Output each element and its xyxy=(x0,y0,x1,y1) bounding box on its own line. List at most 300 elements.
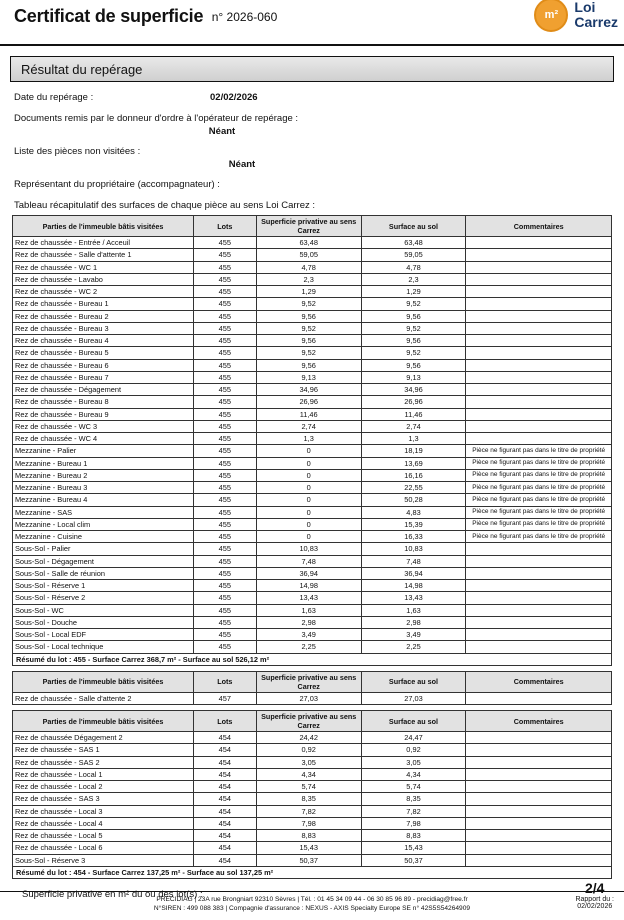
cell-carrez: 26,96 xyxy=(256,396,361,408)
cell-lot: 455 xyxy=(193,506,256,518)
cell-room: Mezzanine - SAS xyxy=(13,506,194,518)
section-title: Résultat du repérage xyxy=(21,61,143,77)
cell-room: Mezzanine - Bureau 4 xyxy=(13,494,194,506)
footer-line-2: N°SIREN : 499 088 383 | Compagnie d'assurance : NEXUS - AXIS Specialty Europe SE n° 42S5S54264909 xyxy=(153,905,471,913)
cell-carrez: 4,34 xyxy=(256,768,361,780)
cell-comment xyxy=(466,768,612,780)
cell-room: Mezzanine - Local clim xyxy=(13,518,194,530)
cell-room: Sous-Sol - Salle de réunion xyxy=(13,567,194,579)
cell-carrez: 9,56 xyxy=(256,310,361,322)
cell-room: Rez de chaussée - Bureau 6 xyxy=(13,359,194,371)
cell-carrez: 0 xyxy=(256,494,361,506)
cell-comment: Pièce ne figurant pas dans le titre de propriété xyxy=(466,469,612,481)
cell-lot: 455 xyxy=(193,469,256,481)
cell-lot: 455 xyxy=(193,273,256,285)
cell-carrez: 0,92 xyxy=(256,744,361,756)
th-lots: Lots xyxy=(193,216,256,237)
cell-sol: 9,52 xyxy=(361,322,466,334)
cell-lot: 455 xyxy=(193,237,256,249)
cell-comment xyxy=(466,433,612,445)
cell-sol: 2,74 xyxy=(361,420,466,432)
cell-carrez: 7,82 xyxy=(256,805,361,817)
th-carrez: Superficie privative au sens Carrez xyxy=(256,671,361,692)
th-sol: Surface au sol xyxy=(361,671,466,692)
cell-lot: 454 xyxy=(193,744,256,756)
table-summary-text: Résumé du lot : 454 - Surface Carrez 137,25 m² - Surface au sol 137,25 m² xyxy=(13,866,612,878)
table-row xyxy=(13,629,612,641)
cell-sol: 3,05 xyxy=(361,756,466,768)
cell-comment xyxy=(466,580,612,592)
cell-comment xyxy=(466,781,612,793)
table-row xyxy=(13,518,612,530)
cell-comment xyxy=(466,793,612,805)
cell-comment xyxy=(466,604,612,616)
table-row xyxy=(13,567,612,579)
cell-sol: 22,55 xyxy=(361,482,466,494)
cell-comment xyxy=(466,261,612,273)
cell-lot: 455 xyxy=(193,555,256,567)
cell-sol: 11,46 xyxy=(361,408,466,420)
cell-room: Rez de chaussée - Bureau 1 xyxy=(13,298,194,310)
cell-carrez: 1,3 xyxy=(256,433,361,445)
th-carrez: Superficie privative au sens Carrez xyxy=(256,216,361,237)
cell-lot: 455 xyxy=(193,592,256,604)
cell-comment xyxy=(466,567,612,579)
cell-carrez: 14,98 xyxy=(256,580,361,592)
non-visited-value: Néant xyxy=(228,159,256,170)
cell-carrez: 9,13 xyxy=(256,371,361,383)
cell-comment xyxy=(466,854,612,866)
table-intro: Tableau récapitulatif des surfaces de chaque pièce au sens Loi Carrez : xyxy=(14,200,316,211)
cell-comment: Pièce ne figurant pas dans le titre de propriété xyxy=(466,445,612,457)
cell-sol: 10,83 xyxy=(361,543,466,555)
cell-carrez: 13,43 xyxy=(256,592,361,604)
cell-room: Rez de chaussée - Bureau 9 xyxy=(13,408,194,420)
cell-carrez: 5,74 xyxy=(256,781,361,793)
cell-lot: 455 xyxy=(193,371,256,383)
cell-room: Rez de chaussée - Bureau 5 xyxy=(13,347,194,359)
cell-comment xyxy=(466,732,612,744)
surface-table-lot-455 xyxy=(12,215,612,666)
info-row-representative xyxy=(14,179,610,191)
cell-comment: Pièce ne figurant pas dans le titre de propriété xyxy=(466,457,612,469)
table-row xyxy=(13,592,612,604)
cell-sol: 59,05 xyxy=(361,249,466,261)
cell-room: Rez de chaussée - Local 1 xyxy=(13,768,194,780)
cell-sol: 1,29 xyxy=(361,286,466,298)
cell-lot: 455 xyxy=(193,298,256,310)
table-row xyxy=(13,555,612,567)
cell-lot: 454 xyxy=(193,756,256,768)
cell-carrez: 0 xyxy=(256,506,361,518)
table-row xyxy=(13,335,612,347)
date-label: Date du repérage : xyxy=(14,92,94,103)
cell-sol: 16,33 xyxy=(361,531,466,543)
cell-carrez: 50,37 xyxy=(256,854,361,866)
table-row xyxy=(13,842,612,854)
m2-icon xyxy=(534,0,568,32)
cell-room: Sous-Sol - Réserve 3 xyxy=(13,854,194,866)
page-number: 2/4 xyxy=(585,880,605,896)
cell-sol: 9,52 xyxy=(361,347,466,359)
cell-room: Sous-Sol - Douche xyxy=(13,616,194,628)
cell-lot: 455 xyxy=(193,604,256,616)
representative-label: Représentant du propriétaire (accompagnateur) : xyxy=(14,179,220,190)
cell-sol: 7,82 xyxy=(361,805,466,817)
cell-lot: 455 xyxy=(193,408,256,420)
table-row xyxy=(13,359,612,371)
cell-lot: 457 xyxy=(193,692,256,704)
cell-lot: 455 xyxy=(193,384,256,396)
cell-room: Rez de chaussée - Bureau 2 xyxy=(13,310,194,322)
table-row xyxy=(13,322,612,334)
cell-lot: 455 xyxy=(193,396,256,408)
cell-lot: 455 xyxy=(193,629,256,641)
th-lots: Lots xyxy=(193,671,256,692)
cell-room: Rez de chaussée - Bureau 4 xyxy=(13,335,194,347)
table-row xyxy=(13,408,612,420)
cell-lot: 455 xyxy=(193,445,256,457)
cell-sol: 15,39 xyxy=(361,518,466,530)
cell-sol: 1,63 xyxy=(361,604,466,616)
cell-lot: 455 xyxy=(193,322,256,334)
table-row xyxy=(13,768,612,780)
cell-comment xyxy=(466,805,612,817)
cell-sol: 15,43 xyxy=(361,842,466,854)
logo-line-2: Carrez xyxy=(574,14,618,30)
cell-sol: 1,3 xyxy=(361,433,466,445)
table-row xyxy=(13,531,612,543)
cell-comment xyxy=(466,237,612,249)
info-row-date xyxy=(14,92,610,104)
cell-carrez: 8,83 xyxy=(256,830,361,842)
cell-room: Sous-Sol - Réserve 2 xyxy=(13,592,194,604)
table-row xyxy=(13,273,612,285)
cell-lot: 454 xyxy=(193,854,256,866)
cell-lot: 454 xyxy=(193,817,256,829)
cell-comment xyxy=(466,396,612,408)
cell-sol: 63,48 xyxy=(361,237,466,249)
cell-comment xyxy=(466,249,612,261)
cell-carrez: 0 xyxy=(256,531,361,543)
table-summary-row xyxy=(13,653,612,665)
cell-comment: Pièce ne figurant pas dans le titre de propriété xyxy=(466,482,612,494)
cell-sol: 3,49 xyxy=(361,629,466,641)
cell-room: Rez de chaussée - Salle d'attente 2 xyxy=(13,692,194,704)
cell-lot: 455 xyxy=(193,249,256,261)
cell-lot: 455 xyxy=(193,482,256,494)
logo-text xyxy=(574,0,618,29)
cell-lot: 454 xyxy=(193,793,256,805)
cell-room: Rez de chaussée - Local 5 xyxy=(13,830,194,842)
th-carrez: Superficie privative au sens Carrez xyxy=(256,711,361,732)
th-lots: Lots xyxy=(193,711,256,732)
cell-lot: 455 xyxy=(193,616,256,628)
cell-room: Sous-Sol - Réserve 1 xyxy=(13,580,194,592)
table-row xyxy=(13,469,612,481)
cell-carrez: 8,35 xyxy=(256,793,361,805)
logo-line-1: Loi xyxy=(574,0,596,16)
table-header-row xyxy=(13,671,612,692)
cell-room: Mezzanine - Bureau 3 xyxy=(13,482,194,494)
cell-comment xyxy=(466,830,612,842)
cell-comment: Pièce ne figurant pas dans le titre de propriété xyxy=(466,494,612,506)
cell-sol: 18,19 xyxy=(361,445,466,457)
cell-comment xyxy=(466,692,612,704)
table-row xyxy=(13,310,612,322)
document-footer xyxy=(0,880,624,914)
cell-room: Rez de chaussée - SAS 1 xyxy=(13,744,194,756)
cell-lot: 454 xyxy=(193,732,256,744)
non-visited-label: Liste des pièces non visitées : xyxy=(14,146,141,157)
table-header-row xyxy=(13,711,612,732)
table-row xyxy=(13,641,612,653)
cell-carrez: 0 xyxy=(256,518,361,530)
table-row xyxy=(13,249,612,261)
cell-lot: 455 xyxy=(193,433,256,445)
table-row xyxy=(13,445,612,457)
cell-room: Mezzanine - Bureau 2 xyxy=(13,469,194,481)
cell-carrez: 63,48 xyxy=(256,237,361,249)
cell-comment xyxy=(466,335,612,347)
table-row xyxy=(13,433,612,445)
cell-room: Rez de chaussée - WC 2 xyxy=(13,286,194,298)
table-row xyxy=(13,457,612,469)
cell-comment xyxy=(466,371,612,383)
cell-carrez: 0 xyxy=(256,457,361,469)
date-value: 02/02/2026 xyxy=(210,92,258,103)
cell-sol: 9,13 xyxy=(361,371,466,383)
table-row xyxy=(13,543,612,555)
th-sol: Surface au sol xyxy=(361,711,466,732)
table-row xyxy=(13,793,612,805)
cell-sol: 8,35 xyxy=(361,793,466,805)
table-row xyxy=(13,830,612,842)
cell-room: Rez de chaussée - Bureau 8 xyxy=(13,396,194,408)
table-row xyxy=(13,384,612,396)
table-row xyxy=(13,261,612,273)
cell-sol: 2,98 xyxy=(361,616,466,628)
document-number-value: 2026-060 xyxy=(226,9,278,24)
footer-page-info xyxy=(575,880,614,910)
cell-lot: 455 xyxy=(193,347,256,359)
cell-carrez: 59,05 xyxy=(256,249,361,261)
cell-room: Sous-Sol - WC xyxy=(13,604,194,616)
cell-room: Rez de chaussée - WC 4 xyxy=(13,433,194,445)
cell-comment xyxy=(466,347,612,359)
table-row xyxy=(13,396,612,408)
cell-lot: 454 xyxy=(193,768,256,780)
report-date-label: Rapport du : xyxy=(575,896,614,903)
table-row xyxy=(13,286,612,298)
cell-room: Mezzanine - Bureau 1 xyxy=(13,457,194,469)
table-row xyxy=(13,692,612,704)
table-row xyxy=(13,580,612,592)
cell-sol: 0,92 xyxy=(361,744,466,756)
cell-room: Rez de chaussée - Bureau 7 xyxy=(13,371,194,383)
th-comments: Commentaires xyxy=(466,711,612,732)
table-row xyxy=(13,371,612,383)
cell-room: Rez de chaussée - Dégagement xyxy=(13,384,194,396)
cell-sol: 2,3 xyxy=(361,273,466,285)
cell-room: Mezzanine - Cuisine xyxy=(13,531,194,543)
th-name: Parties de l'immeuble bâtis visitées xyxy=(13,216,194,237)
cell-sol: 2,25 xyxy=(361,641,466,653)
cell-sol: 50,37 xyxy=(361,854,466,866)
table-row xyxy=(13,732,612,744)
cell-comment xyxy=(466,842,612,854)
th-name: Parties de l'immeuble bâtis visitées xyxy=(13,711,194,732)
table-row xyxy=(13,482,612,494)
cell-carrez: 11,46 xyxy=(256,408,361,420)
cell-lot: 455 xyxy=(193,531,256,543)
surface-table-lot-457 xyxy=(12,671,612,705)
documents-label: Documents remis par le donneur d'ordre à l'opérateur de repérage : xyxy=(14,113,299,124)
cell-carrez: 36,94 xyxy=(256,567,361,579)
cell-sol: 9,56 xyxy=(361,335,466,347)
cell-carrez: 2,98 xyxy=(256,616,361,628)
logo-glyph: m² xyxy=(544,9,559,21)
cell-lot: 455 xyxy=(193,567,256,579)
cell-comment xyxy=(466,310,612,322)
cell-sol: 4,34 xyxy=(361,768,466,780)
cell-carrez: 2,3 xyxy=(256,273,361,285)
cell-carrez: 3,05 xyxy=(256,756,361,768)
cell-comment xyxy=(466,555,612,567)
table-row xyxy=(13,854,612,866)
cell-carrez: 7,48 xyxy=(256,555,361,567)
cell-lot: 455 xyxy=(193,310,256,322)
cell-sol: 13,69 xyxy=(361,457,466,469)
cell-sol: 7,98 xyxy=(361,817,466,829)
surface-table-lot-454 xyxy=(12,710,612,879)
report-date-value: 02/02/2026 xyxy=(577,903,613,910)
cell-sol: 4,78 xyxy=(361,261,466,273)
table-row xyxy=(13,494,612,506)
cell-room: Rez de chaussée - Lavabo xyxy=(13,273,194,285)
logo xyxy=(534,0,618,32)
cell-carrez: 9,52 xyxy=(256,298,361,310)
cell-room: Rez de chaussée - Local 6 xyxy=(13,842,194,854)
cell-room: Rez de chaussée - SAS 2 xyxy=(13,756,194,768)
cell-carrez: 9,52 xyxy=(256,347,361,359)
table-summary-text: Résumé du lot : 455 - Surface Carrez 368,7 m² - Surface au sol 526,12 m² xyxy=(13,653,612,665)
info-row-documents xyxy=(14,113,610,137)
cell-comment xyxy=(466,592,612,604)
cell-room: Rez de chaussée - SAS 3 xyxy=(13,793,194,805)
cell-sol: 27,03 xyxy=(361,692,466,704)
cell-comment xyxy=(466,756,612,768)
table-row xyxy=(13,420,612,432)
cell-carrez: 1,63 xyxy=(256,604,361,616)
cell-carrez: 3,49 xyxy=(256,629,361,641)
table-row xyxy=(13,817,612,829)
cell-carrez: 10,83 xyxy=(256,543,361,555)
cell-lot: 455 xyxy=(193,261,256,273)
th-comments: Commentaires xyxy=(466,671,612,692)
cell-sol: 7,48 xyxy=(361,555,466,567)
cell-carrez: 0 xyxy=(256,469,361,481)
documents-value: Néant xyxy=(208,126,236,137)
cell-sol: 14,98 xyxy=(361,580,466,592)
table-row xyxy=(13,298,612,310)
cell-comment xyxy=(466,817,612,829)
cell-sol: 36,94 xyxy=(361,567,466,579)
cell-room: Rez de chaussée Dégagement 2 xyxy=(13,732,194,744)
table-header-row xyxy=(13,216,612,237)
cell-carrez: 15,43 xyxy=(256,842,361,854)
cell-room: Rez de chaussée - Local 2 xyxy=(13,781,194,793)
cell-room: Rez de chaussée - WC 1 xyxy=(13,261,194,273)
cell-comment xyxy=(466,384,612,396)
cell-room: Sous-Sol - Palier xyxy=(13,543,194,555)
cell-sol: 50,28 xyxy=(361,494,466,506)
cell-carrez: 9,56 xyxy=(256,335,361,347)
cell-comment xyxy=(466,629,612,641)
cell-carrez: 4,78 xyxy=(256,261,361,273)
private-surface-line: Superficie privative en m² du ou des lot(s) : xyxy=(22,889,203,900)
table-row xyxy=(13,744,612,756)
cell-comment xyxy=(466,298,612,310)
document-number-prefix: n° xyxy=(211,9,224,24)
cell-carrez: 27,03 xyxy=(256,692,361,704)
cell-carrez: 1,29 xyxy=(256,286,361,298)
cell-comment: Pièce ne figurant pas dans le titre de propriété xyxy=(466,506,612,518)
cell-carrez: 2,74 xyxy=(256,420,361,432)
cell-carrez: 9,52 xyxy=(256,322,361,334)
cell-comment xyxy=(466,616,612,628)
cell-comment xyxy=(466,543,612,555)
cell-comment xyxy=(466,408,612,420)
table-row xyxy=(13,347,612,359)
table-row xyxy=(13,506,612,518)
cell-comment: Pièce ne figurant pas dans le titre de propriété xyxy=(466,531,612,543)
cell-sol: 4,83 xyxy=(361,506,466,518)
table-summary-row xyxy=(13,866,612,878)
cell-lot: 454 xyxy=(193,842,256,854)
table-row xyxy=(13,781,612,793)
cell-sol: 26,96 xyxy=(361,396,466,408)
cell-room: Rez de chaussée - WC 3 xyxy=(13,420,194,432)
cell-lot: 455 xyxy=(193,518,256,530)
cell-room: Rez de chaussée - Bureau 3 xyxy=(13,322,194,334)
cell-lot: 454 xyxy=(193,830,256,842)
info-block xyxy=(14,92,610,191)
cell-room: Sous-Sol - Dégagement xyxy=(13,555,194,567)
cell-lot: 455 xyxy=(193,543,256,555)
cell-sol: 9,52 xyxy=(361,298,466,310)
th-comments: Commentaires xyxy=(466,216,612,237)
cell-room: Mezzanine - Palier xyxy=(13,445,194,457)
cell-sol: 5,74 xyxy=(361,781,466,793)
cell-carrez: 34,96 xyxy=(256,384,361,396)
document-header xyxy=(0,0,624,46)
cell-comment xyxy=(466,641,612,653)
cell-room: Sous-Sol - Local technique xyxy=(13,641,194,653)
cell-sol: 16,16 xyxy=(361,469,466,481)
cell-lot: 455 xyxy=(193,286,256,298)
cell-lot: 455 xyxy=(193,494,256,506)
cell-room: Rez de chaussée - Entrée / Acceuil xyxy=(13,237,194,249)
cell-lot: 455 xyxy=(193,420,256,432)
cell-lot: 455 xyxy=(193,335,256,347)
cell-sol: 13,43 xyxy=(361,592,466,604)
cell-comment xyxy=(466,273,612,285)
cell-sol: 34,96 xyxy=(361,384,466,396)
page-title: Certificat de superficie xyxy=(14,6,204,26)
cell-sol: 8,83 xyxy=(361,830,466,842)
cell-lot: 455 xyxy=(193,359,256,371)
